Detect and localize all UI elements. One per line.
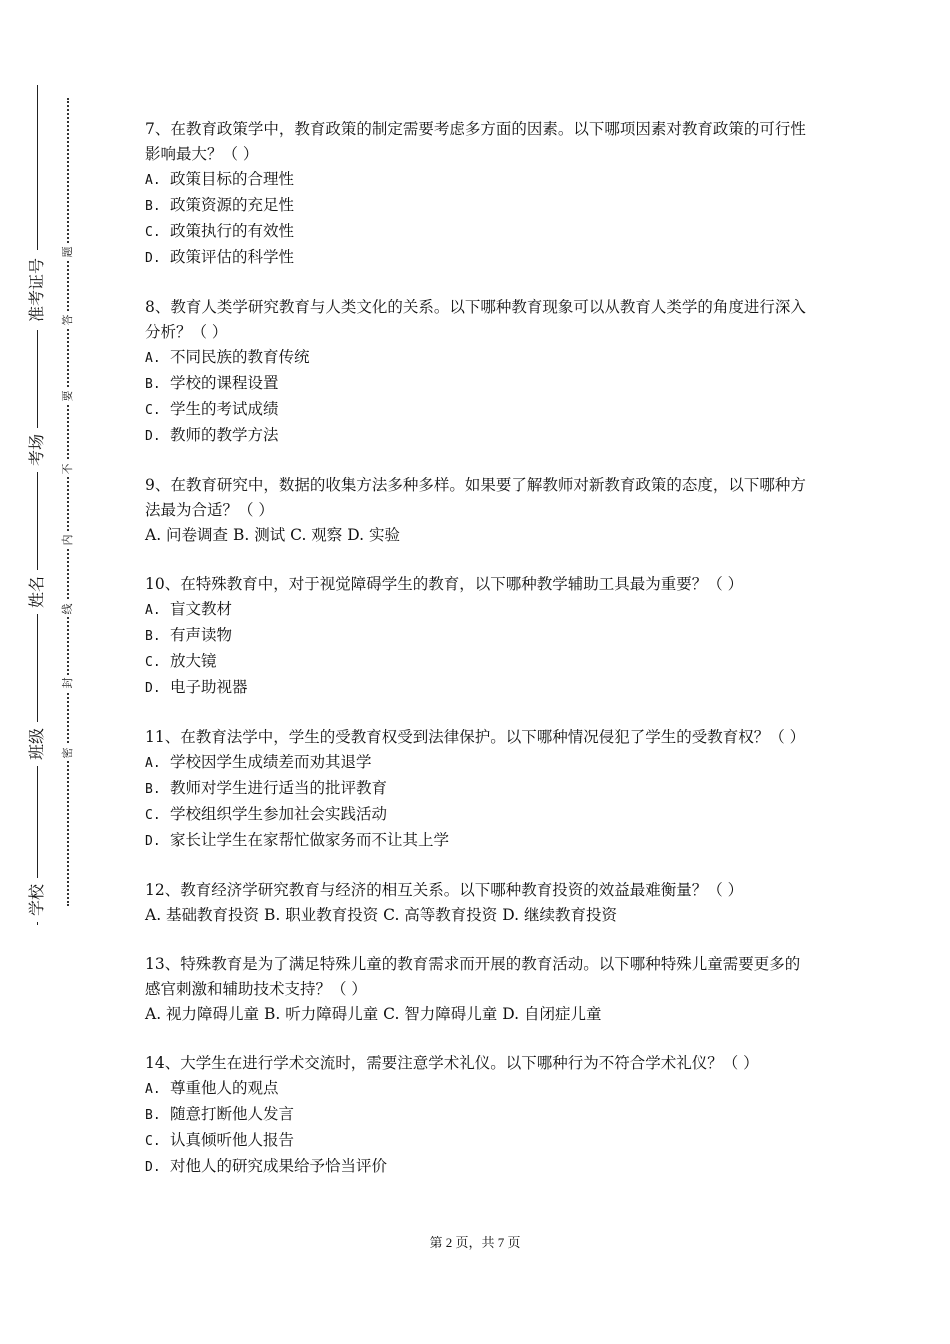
option-b[interactable] (145, 371, 813, 397)
option-text: 学校因学生成绩差而劝其退学 (170, 753, 372, 771)
option-text: 政策目标的合理性 (170, 170, 295, 188)
option-text: 政策资源的充足性 (170, 196, 295, 214)
question-9 (145, 473, 813, 548)
option-letter: D. (145, 681, 161, 696)
option-a[interactable] (145, 167, 813, 193)
option-letter: C. (145, 808, 161, 823)
question-list (145, 117, 813, 1204)
option-letter: B. (145, 199, 161, 214)
option-text: 政策执行的有效性 (170, 222, 295, 240)
question-stem: 13、特殊教育是为了满足特殊儿童的教育需求而开展的教育活动。以下哪种特殊儿童需要更多的感官刺激和辅助技术支持？（ ） (145, 955, 801, 998)
question-stem: 14、大学生在进行学术交流时，需要注意学术礼仪。以下哪种行为不符合学术礼仪？（ ） (145, 1054, 759, 1072)
option-text: 盲文教材 (170, 600, 233, 618)
option-letter: D. (145, 429, 161, 444)
option-text: 尊重他人的观点 (170, 1079, 279, 1097)
option-text: 不同民族的教育传统 (170, 348, 310, 366)
option-letter: A. (145, 756, 161, 771)
question-stem: 8、教育人类学研究教育与人类文化的关系。以下哪种教育现象可以从教育人类学的角度进行深入分析？（ ） (145, 298, 806, 341)
seal-char: 题 (60, 244, 76, 260)
seal-char: 线 (60, 601, 76, 617)
school-label: 学校 (27, 884, 46, 917)
seal-char: 内 (60, 532, 76, 548)
option-text: 家长让学生在家帮忙做家务而不让其上学 (170, 831, 450, 849)
option-d[interactable] (145, 245, 813, 271)
question-14 (145, 1051, 813, 1180)
option-text: 学生的考试成绩 (170, 400, 279, 418)
option-text: 放大镜 (170, 652, 217, 670)
option-letter: B. (145, 629, 161, 644)
option-b[interactable] (145, 623, 813, 649)
option-b[interactable] (145, 776, 813, 802)
question-13 (145, 952, 813, 1027)
option-a[interactable] (145, 1076, 813, 1102)
option-letter: B. (145, 1108, 161, 1123)
option-d[interactable] (145, 1154, 813, 1180)
question-11 (145, 725, 813, 854)
option-d[interactable] (145, 423, 813, 449)
option-letter: A. (145, 603, 161, 618)
option-text: 对他人的研究成果给予恰当评价 (170, 1157, 388, 1175)
exam-room-label: 考场 (27, 434, 46, 467)
option-letter: C. (145, 403, 161, 418)
question-stem: 7、在教育政策学中，教育政策的制定需要考虑多方面的因素。以下哪项因素对教育政策的可行性影响最大？（ ） (145, 120, 806, 163)
question-stem: 10、在特殊教育中，对于视觉障碍学生的教育，以下哪种教学辅助工具最为重要？（ ） (145, 575, 744, 593)
options-inline[interactable]: A. 问卷调查 B. 测试 C. 观察 D. 实验 (145, 526, 400, 544)
option-d[interactable] (145, 828, 813, 854)
question-stem: 12、教育经济学研究教育与经济的相互关系。以下哪种教育投资的效益最难衡量？（ ） (145, 881, 744, 899)
option-a[interactable] (145, 750, 813, 776)
page-number: 第 2 页，共 7 页 (429, 1235, 521, 1250)
option-text: 认真倾听他人报告 (170, 1131, 295, 1149)
seal-char: 答 (60, 312, 76, 328)
option-letter: A. (145, 351, 161, 366)
option-letter: C. (145, 225, 161, 240)
seal-char: 要 (60, 388, 76, 404)
option-letter: A. (145, 173, 161, 188)
options-inline[interactable]: A. 基础教育投资 B. 职业教育投资 C. 高等教育投资 D. 继续教育投资 (145, 906, 617, 924)
seal-char: 密 (60, 745, 76, 761)
name-label: 姓名 (27, 576, 46, 609)
question-8 (145, 295, 813, 449)
option-c[interactable] (145, 219, 813, 245)
option-text: 教师对学生进行适当的批评教育 (170, 779, 388, 797)
seal-dotted-line (67, 98, 69, 906)
question-stem: 9、在教育研究中，数据的收集方法多种多样。如果要了解教师对新教育政策的态度，以下哪种方法最为合适？（ ） (145, 476, 806, 519)
option-c[interactable] (145, 649, 813, 675)
option-text: 学校的课程设置 (170, 374, 279, 392)
option-c[interactable] (145, 1128, 813, 1154)
option-letter: D. (145, 834, 161, 849)
option-d[interactable] (145, 675, 813, 701)
option-text: 政策评估的科学性 (170, 248, 295, 266)
option-b[interactable] (145, 193, 813, 219)
option-letter: C. (145, 1134, 161, 1149)
option-letter: D. (145, 251, 161, 266)
option-text: 学校组织学生参加社会实践活动 (170, 805, 388, 823)
binding-line (37, 85, 38, 925)
option-a[interactable] (145, 597, 813, 623)
seal-char: 封 (60, 675, 76, 691)
option-letter: A. (145, 1082, 161, 1097)
question-10 (145, 572, 813, 701)
seal-char: 不 (60, 461, 76, 477)
option-text: 电子助视器 (170, 678, 248, 696)
option-c[interactable] (145, 802, 813, 828)
option-c[interactable] (145, 397, 813, 423)
question-stem: 11、在教育法学中，学生的受教育权受到法律保护。以下哪种情况侵犯了学生的受教育权？（ ） (145, 728, 806, 746)
class-label: 班级 (27, 728, 46, 761)
option-a[interactable] (145, 345, 813, 371)
exam-id-label: 准考证号 (27, 258, 46, 323)
option-letter: D. (145, 1160, 161, 1175)
option-text: 教师的教学方法 (170, 426, 279, 444)
options-inline[interactable]: A. 视力障碍儿童 B. 听力障碍儿童 C. 智力障碍儿童 D. 自闭症儿童 (145, 1005, 602, 1023)
option-letter: B. (145, 377, 161, 392)
question-12 (145, 878, 813, 928)
option-text: 有声读物 (170, 626, 233, 644)
option-text: 随意打断他人发言 (170, 1105, 295, 1123)
question-7 (145, 117, 813, 271)
option-b[interactable] (145, 1102, 813, 1128)
option-letter: C. (145, 655, 161, 670)
option-letter: B. (145, 782, 161, 797)
